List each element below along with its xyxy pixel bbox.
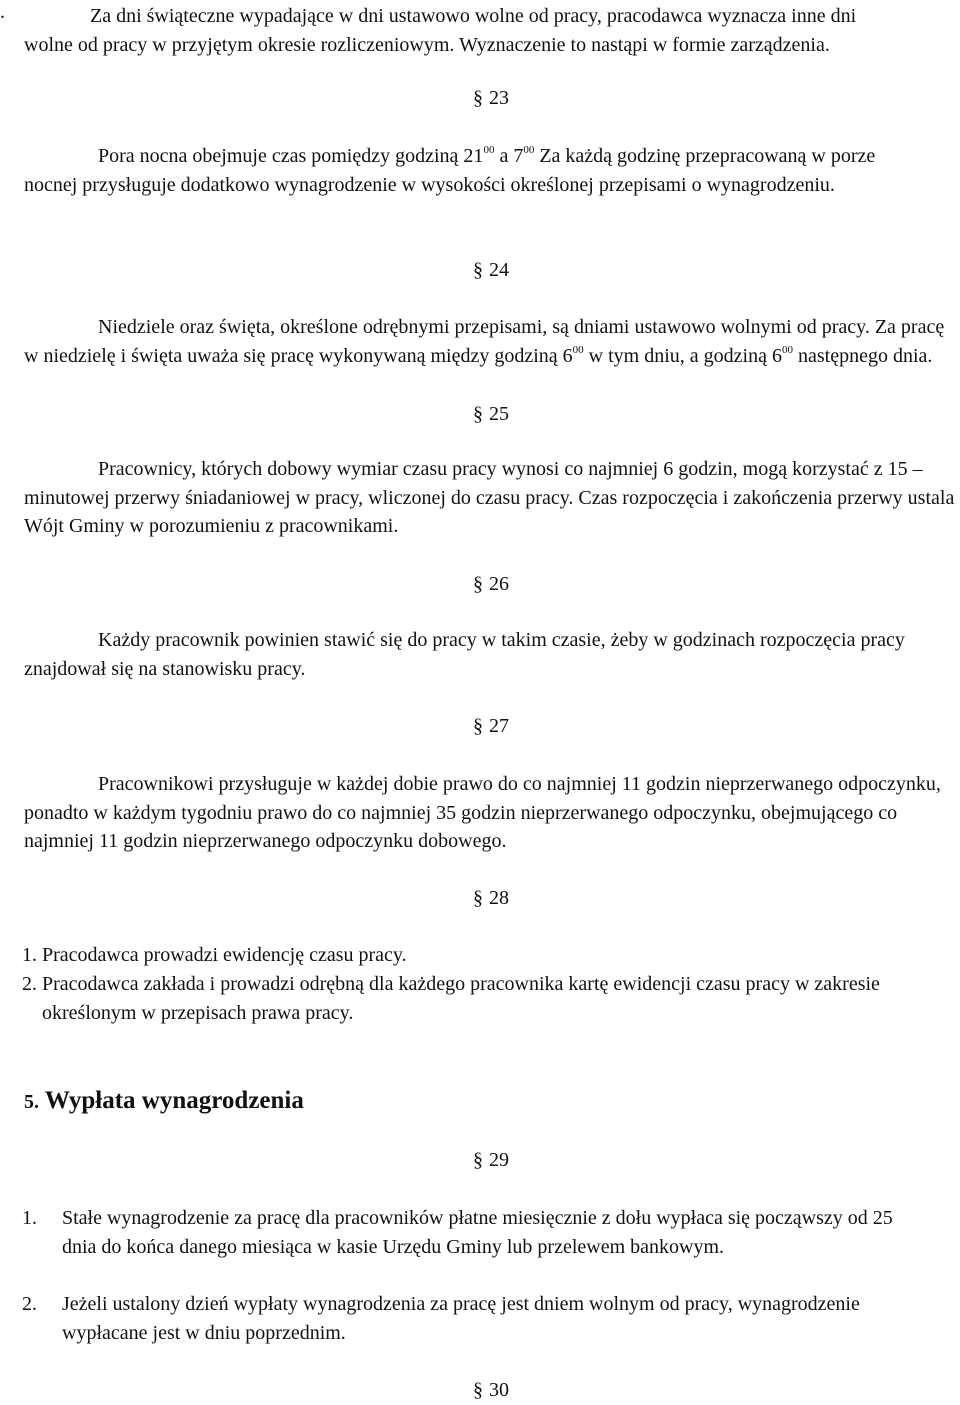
paragraph-24-part-c: następnego dnia.: [792, 344, 933, 367]
paragraph-25-text: Pracownicy, których dobowy wymiar czasu pracy wynosi co najmniej 6 godzin, mogą korzystać z 15 – minutowej przerwy śniadaniowej w pracy, wliczonej do czasu pracy. Czas rozpoczęcia i zakończenia przerwy ustala Wójt Gminy w porozumieniu z pracownikami.: [24, 458, 955, 537]
paragraph-22-text: Za dni świąteczne wypadające w dni ustawowo wolne od pracy, pracodawca wyznacza inne dni wolne od pracy w przyjętym okresie rozliczeniowym. Wyznaczenie to nastąpi w formie zarządzenia.: [24, 5, 857, 56]
list-item-number: 2.: [22, 973, 37, 995]
paragraph-24: [24, 313, 960, 370]
paragraph-23-part-a: Pora nocna obejmuje czas pomiędzy godziną 21: [98, 145, 484, 167]
paragraph-24-part-a: Niedziele oraz święta, określone odrębnymi przepisami, są dniami ustawowo wolnymi od pracy. Za pracę w niedzielę i święta uważa się pracę wykonywaną między godziną 6: [24, 316, 945, 367]
section-25-heading: [473, 400, 509, 429]
paragraph-22: [24, 2, 904, 59]
section-26-heading: [473, 570, 509, 599]
section-number: 23: [489, 87, 509, 109]
paragraph-24-part-b: w tym dniu, a godziną 6: [583, 344, 782, 367]
paragraph-23-part-c: Za każdą godzinę przepracowaną w porze nocnej przysługuje dodatkowo wynagrodzenie w wysokości określonej przepisami o wynagrodzeniu.: [24, 145, 876, 196]
list-item-number: 1.: [22, 944, 37, 966]
chapter-title: Wypłata wynagrodzenia: [44, 1087, 304, 1114]
section-24-heading: [473, 256, 509, 285]
superscript: 00: [781, 343, 793, 356]
list-item-text: Pracodawca prowadzi ewidencję czasu pracy.: [42, 944, 407, 966]
chapter-number: 5.: [24, 1091, 39, 1113]
section-number: 30: [489, 1379, 509, 1401]
section-number: 28: [489, 887, 509, 909]
section-number: 25: [489, 403, 509, 425]
section-29-heading: [473, 1146, 509, 1175]
paragraph-27-text: Pracownikowi przysługuje w każdej dobie prawo do co najmniej 11 godzin nieprzerwanego odpoczynku, ponadto w każdym tygodniu prawo do co najmniej 35 godzin nieprzerwanego odpoczynku, obejmującego co najmniej 11 godzin nieprzerwanego odpoczynku dobowego.: [24, 773, 941, 852]
list-item-text: Pracodawca zakłada i prowadzi odrębną dla każdego pracownika kartę ewidencji czasu pracy w zakresie określonym w przepisach prawa pracy.: [42, 973, 880, 1024]
section-number: 29: [489, 1149, 509, 1171]
list-item-text: Stałe wynagrodzenie za pracę dla pracowników płatne miesięcznie z dołu wypłaca się począwszy od 25 dnia do końca danego miesiąca w kasie Urzędu Gminy lub przelewem bankowym.: [62, 1207, 893, 1258]
section-sign: §: [473, 1149, 483, 1171]
section-sign: §: [473, 87, 483, 109]
list-item-number: 2.: [22, 1293, 37, 1315]
section-27-heading: [473, 712, 509, 741]
superscript: 00: [572, 343, 584, 356]
section-sign: §: [473, 1379, 483, 1401]
chapter-heading: [24, 1086, 304, 1117]
superscript: 00: [523, 144, 535, 157]
section-sign: §: [473, 403, 483, 425]
section-sign: §: [473, 259, 483, 281]
paragraph-25: [24, 455, 958, 541]
section-23-heading: [473, 84, 509, 113]
list-item-number: 1.: [22, 1207, 37, 1229]
paragraph-23: [24, 142, 904, 199]
paragraph-26: [24, 626, 934, 683]
section-number: 27: [489, 715, 509, 737]
section-number: 26: [489, 573, 509, 595]
section-sign: §: [473, 573, 483, 595]
leading-dot: .: [0, 1, 5, 23]
paragraph-23-part-b: a 7: [494, 145, 524, 167]
section-30-heading: [473, 1376, 509, 1405]
list-item-text: Jeżeli ustalony dzień wypłaty wynagrodzenia za pracę jest dniem wolnym od pracy, wynagrodzenie wypłacane jest w dniu poprzednim.: [62, 1293, 860, 1344]
section-sign: §: [473, 715, 483, 737]
paragraph-26-text: Każdy pracownik powinien stawić się do pracy w takim czasie, żeby w godzinach rozpoczęcia pracy znajdował się na stanowisku pracy.: [24, 629, 905, 680]
paragraph-27: [24, 770, 944, 856]
superscript: 00: [483, 144, 495, 157]
section-28-heading: [473, 884, 509, 913]
section-sign: §: [473, 887, 483, 909]
section-number: 24: [489, 259, 509, 281]
